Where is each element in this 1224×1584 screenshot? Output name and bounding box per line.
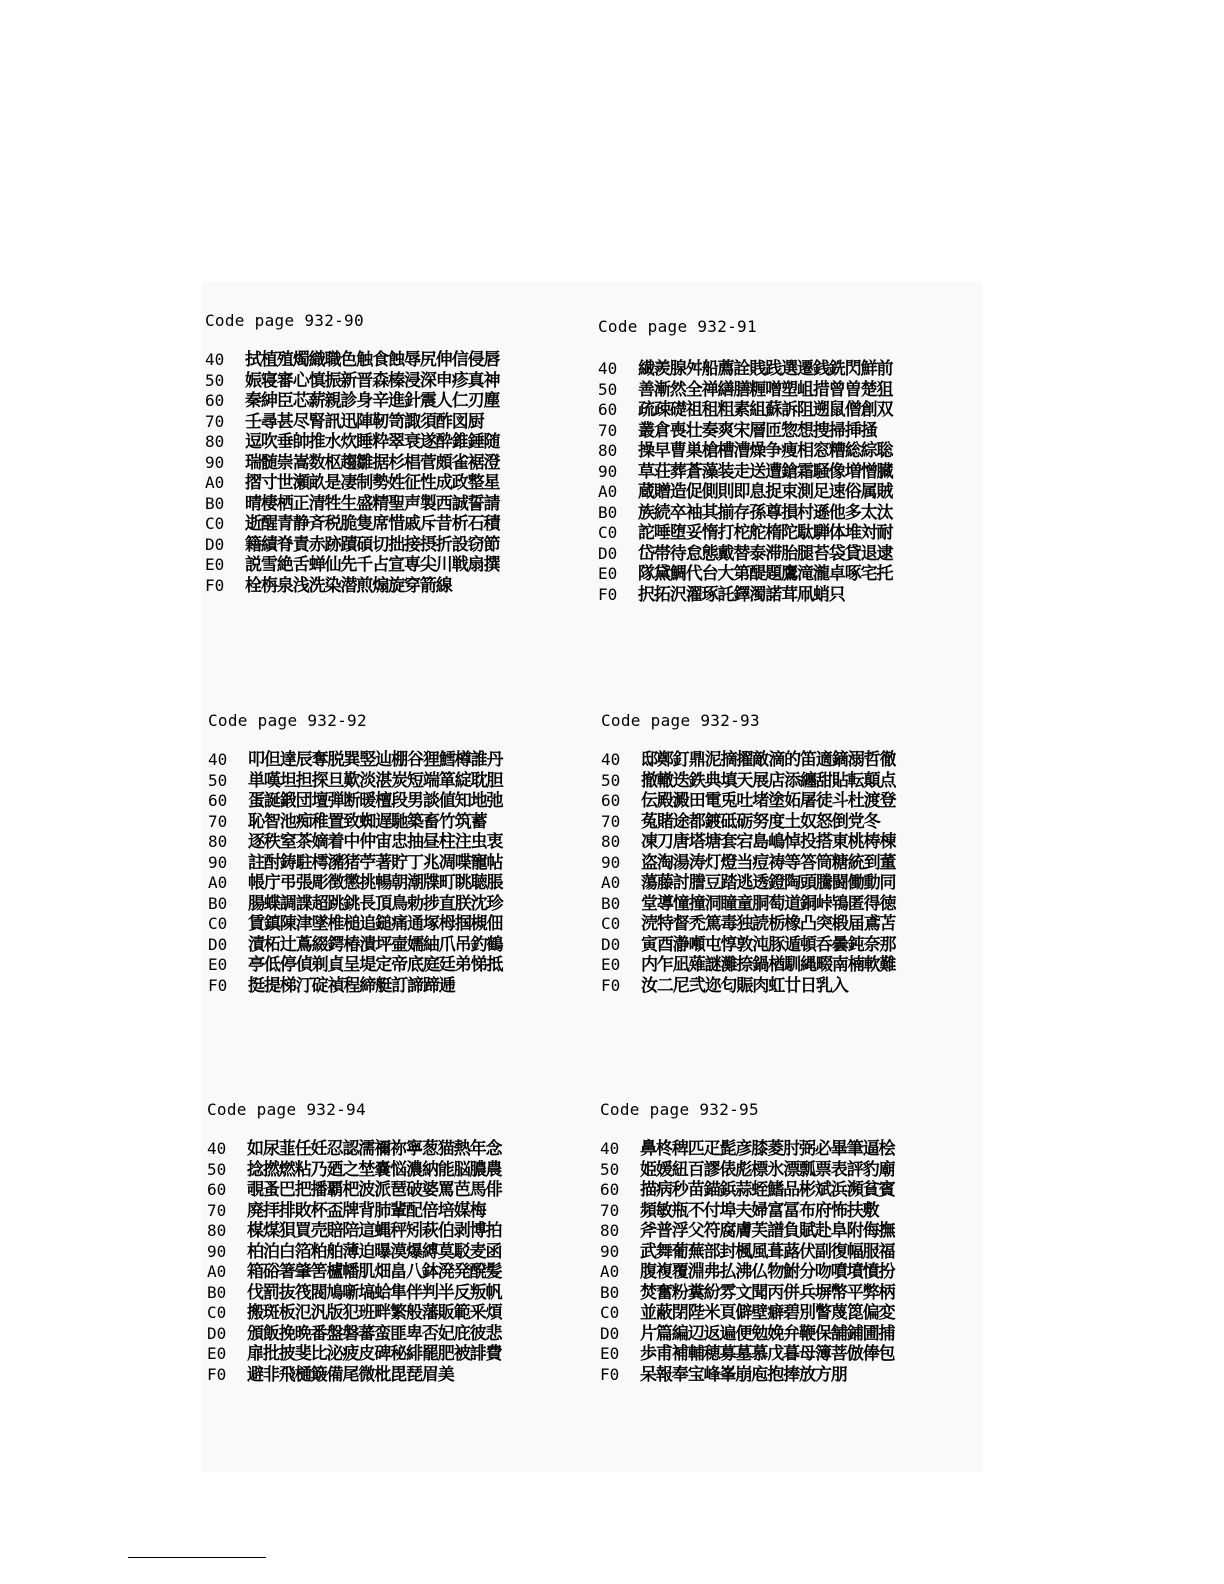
code-row (205, 432, 585, 453)
row-code-label: 70 (600, 1200, 620, 1220)
row-code-label: 70 (598, 420, 618, 440)
row-code-label: D0 (598, 543, 618, 563)
code-row (598, 523, 978, 544)
code-row (205, 391, 585, 412)
row-code-label: 90 (600, 1241, 620, 1261)
row-code-label: C0 (600, 1303, 620, 1322)
row-code-label: A0 (600, 1262, 620, 1281)
code-page-block (598, 317, 978, 605)
row-characters: 籍績脊責赤跡蹟碩切拙接摂折設窃節 (245, 534, 500, 555)
row-characters: 摺寸世瀬畝是凄制勢姓征性成政整星 (245, 473, 500, 493)
code-row (207, 1160, 587, 1181)
code-row (600, 1139, 980, 1160)
row-characters: 盗淘湯涛灯燈当痘祷等答筒糖統到董 (641, 852, 896, 873)
row-characters: 楳煤狽買売賠陪這蝿秤矧萩伯剥博拍 (247, 1221, 502, 1241)
row-code-label: A0 (598, 482, 618, 501)
row-characters: 繊羨腺舛船薦詮賎践選遷銭銑閃鮮前 (638, 359, 893, 379)
code-page-block (600, 1100, 980, 1385)
row-characters: 草荘葬蒼藻装走送遭鎗霜騒像増憎臓 (638, 461, 893, 482)
row-code-label: 60 (601, 791, 621, 810)
row-characters: 亭低停偵剃貞呈堤定帝底庭廷弟悌抵 (248, 955, 503, 975)
row-code-label: 60 (205, 391, 225, 410)
row-code-label: F0 (598, 584, 618, 604)
code-row (598, 421, 978, 442)
code-row (600, 1180, 980, 1201)
code-row (207, 1201, 587, 1222)
row-code-label: 60 (598, 400, 618, 419)
row-characters: 並蔽閉陛米頁僻壁癖碧別瞥蔑箆偏変 (640, 1303, 895, 1323)
code-row (207, 1180, 587, 1201)
row-code-label: E0 (205, 555, 225, 574)
row-code-label: F0 (205, 575, 225, 595)
row-code-label: 40 (600, 1139, 620, 1158)
row-characters: 凍刀唐塔塘套宕島嶋悼投搭東桃梼棟 (641, 832, 896, 852)
row-characters: 呆報奉宝峰峯崩庖抱捧放方朋 (640, 1364, 847, 1385)
row-characters: 頒飯挽晩番盤磐蕃蛮匪卑否妃庇彼悲 (247, 1323, 502, 1344)
row-characters: 拭植殖燭織職色触食蝕辱尻伸信侵唇 (245, 350, 500, 370)
code-row (205, 412, 585, 433)
row-code-label: 70 (601, 811, 621, 831)
code-row (601, 812, 981, 833)
row-code-label: A0 (208, 873, 228, 892)
code-row (600, 1201, 980, 1222)
code-row (598, 503, 978, 524)
row-characters: 晴棲栖正清牲生盛精聖声製西誠誓請 (245, 493, 500, 514)
row-code-label: 40 (598, 359, 618, 378)
code-row (208, 812, 588, 833)
row-code-label: E0 (207, 1344, 227, 1363)
code-row (208, 976, 588, 997)
row-characters: 避非飛樋簸備尾微枇毘琵眉美 (247, 1364, 454, 1385)
code-page-title: Code page 932-93 (601, 711, 760, 730)
code-row (207, 1324, 587, 1345)
code-row (205, 453, 585, 474)
row-code-label: E0 (208, 955, 228, 974)
code-page-block (208, 711, 588, 996)
row-code-label: D0 (600, 1323, 620, 1343)
code-row (208, 955, 588, 976)
row-code-label: C0 (207, 1303, 227, 1322)
row-characters: 廃拝排敗杯盃牌背肺輩配倍培媒梅 (247, 1200, 486, 1221)
row-code-label: 90 (601, 852, 621, 872)
row-characters: 栓栴泉浅洗染潜煎煽旋穿箭線 (245, 575, 452, 596)
row-characters: 択拓沢濯琢託鐸濁諾茸凧蛸只 (638, 584, 845, 605)
row-characters: 焚奮粉糞紛雰文聞丙併兵塀幣平弊柄 (640, 1282, 895, 1303)
row-code-label: 60 (600, 1180, 620, 1199)
row-code-label: 50 (208, 770, 228, 790)
row-code-label: 50 (205, 370, 225, 390)
row-characters: 説雪絶舌蝉仙先千占宣専尖川戦扇撰 (245, 555, 500, 575)
row-code-label: C0 (598, 523, 618, 542)
code-row (205, 494, 585, 515)
row-code-label: 70 (205, 411, 225, 431)
code-row (205, 473, 585, 494)
row-code-label: 80 (207, 1221, 227, 1240)
code-page-title: Code page 932-91 (598, 317, 757, 336)
row-code-label: 50 (598, 379, 618, 399)
code-row (601, 750, 981, 771)
row-code-label: E0 (600, 1344, 620, 1363)
row-characters: 恥智池痴稚置致蜘遅馳築畜竹筑蓄 (248, 811, 487, 832)
row-code-label: 80 (205, 432, 225, 451)
code-row (601, 894, 981, 915)
row-characters: 蕩藤討謄豆踏逃透鐙陶頭騰闘働動同 (641, 873, 896, 893)
row-code-label: 90 (208, 852, 228, 872)
code-row (205, 555, 585, 576)
row-code-label: 50 (600, 1159, 620, 1179)
row-characters: 帳庁弔張彫徴懲挑暢朝潮牒町眺聴脹 (248, 873, 503, 893)
row-characters: 族続卒袖其揃存孫尊損村遜他多太汰 (638, 502, 893, 523)
row-characters: 搬斑板氾汎版犯班畔繁般藩販範釆煩 (247, 1303, 502, 1323)
row-code-label: F0 (208, 975, 228, 995)
code-row (601, 935, 981, 956)
code-row (601, 771, 981, 792)
code-page-title: Code page 932-95 (600, 1100, 759, 1119)
row-code-label: 80 (601, 832, 621, 851)
row-code-label: F0 (207, 1364, 227, 1384)
row-code-label: 90 (207, 1241, 227, 1261)
code-row (205, 535, 585, 556)
row-code-label: 90 (205, 452, 225, 472)
code-page-rows (205, 350, 585, 596)
row-code-label: 60 (208, 791, 228, 810)
row-code-label: A0 (205, 473, 225, 492)
row-code-label: D0 (207, 1323, 227, 1343)
row-code-label: 60 (207, 1180, 227, 1199)
row-characters: 邸鄭釘鼎泥摘擢敵滴的笛適鏑溺哲徹 (641, 750, 896, 770)
code-row (601, 955, 981, 976)
row-characters: 岱帯待怠態戴替泰滞胎腿苔袋貸退逮 (638, 543, 893, 564)
code-row (208, 914, 588, 935)
row-characters: 斧普浮父符腐膚芙譜負賦赴阜附侮撫 (640, 1221, 895, 1241)
row-characters: 片篇編辺返遍便勉娩弁鞭保舗鋪圃捕 (640, 1323, 895, 1344)
code-row (600, 1344, 980, 1365)
row-code-label: F0 (600, 1364, 620, 1384)
code-row (205, 576, 585, 597)
code-row (601, 791, 981, 812)
row-characters: 叢倉喪壮奏爽宋層匝惣想捜掃挿掻 (638, 420, 877, 441)
code-row (207, 1262, 587, 1283)
code-row (598, 441, 978, 462)
code-row (601, 832, 981, 853)
row-code-label: C0 (601, 914, 621, 933)
row-code-label: F0 (601, 975, 621, 995)
code-row (600, 1262, 980, 1283)
row-characters: 瑞髄崇嵩数枢趨雛据杉椙菅頗雀裾澄 (245, 452, 500, 473)
code-row (208, 771, 588, 792)
row-code-label: D0 (601, 934, 621, 954)
code-row (598, 359, 978, 380)
row-code-label: B0 (205, 493, 225, 513)
code-row (207, 1221, 587, 1242)
code-row (598, 585, 978, 606)
row-characters: 寅酉瀞噸屯惇敦沌豚遁頓呑曇鈍奈那 (641, 934, 896, 955)
row-characters: 伝殿澱田電兎吐堵塗妬屠徒斗杜渡登 (641, 791, 896, 811)
code-row (601, 914, 981, 935)
row-characters: 隊黛鯛代台大第醍題鷹滝瀧卓啄宅托 (638, 564, 893, 584)
row-code-label: 80 (598, 441, 618, 460)
row-characters: 操早曹巣槍槽漕燥争痩相窓糟総綜聡 (638, 441, 893, 461)
row-code-label: 80 (208, 832, 228, 851)
row-characters: 汝二尼弐迩匂賑肉虹廿日乳入 (641, 975, 848, 996)
code-row (600, 1242, 980, 1263)
row-characters: 描病秒苗錨鋲蒜蛭鰭品彬斌浜瀕貧賓 (640, 1180, 895, 1200)
row-code-label: A0 (601, 873, 621, 892)
row-characters: 叩但達辰奪脱巽竪辿棚谷狸鱈樽誰丹 (248, 750, 503, 770)
row-code-label: D0 (208, 934, 228, 954)
code-row (208, 750, 588, 771)
code-row (208, 832, 588, 853)
code-row (598, 544, 978, 565)
row-characters: 詑唾堕妥惰打柁舵楕陀駄騨体堆対耐 (638, 523, 893, 543)
row-characters: 頻敏瓶不付埠夫婦富冨布府怖扶敷 (640, 1200, 879, 1221)
row-code-label: C0 (205, 514, 225, 533)
code-row (601, 976, 981, 997)
row-characters: 内乍凪薙謎灘捺鍋楢馴縄畷南楠軟難 (641, 955, 896, 975)
row-characters: 腹複覆淵弗払沸仏物鮒分吻噴墳憤扮 (640, 1262, 895, 1282)
row-characters: 蛋誕鍛団壇弾断暖檀段男談値知地弛 (248, 791, 503, 811)
code-row (207, 1242, 587, 1263)
row-characters: 姫媛紐百謬俵彪標氷漂瓢票表評豹廟 (640, 1159, 895, 1180)
code-row (598, 380, 978, 401)
row-characters: 賃鎮陳津墜椎槌追鎚痛通塚栂掴槻佃 (248, 914, 503, 934)
row-code-label: B0 (600, 1282, 620, 1302)
code-row (208, 853, 588, 874)
row-characters: 逗吹垂帥推水炊睡粋翠衰遂酔錐錘随 (245, 432, 500, 452)
code-row (598, 482, 978, 503)
row-characters: 腸蝶調諜超跳銚長頂鳥勅捗直朕沈珍 (248, 893, 503, 914)
row-characters: 覗蚤巴把播覇杷波派琶破婆罵芭馬俳 (247, 1180, 502, 1200)
code-row (205, 350, 585, 371)
row-code-label: 40 (208, 750, 228, 769)
row-characters: 註酎鋳駐樗瀦猪苧著貯丁兆凋喋寵帖 (248, 852, 503, 873)
code-row (601, 853, 981, 874)
code-page-rows (207, 1139, 587, 1385)
code-row (208, 791, 588, 812)
row-code-label: B0 (207, 1282, 227, 1302)
row-characters: 捻撚燃粘乃廼之埜嚢悩濃納能脳膿農 (247, 1159, 502, 1180)
row-characters: 鼻柊稗匹疋髭彦膝菱肘弼必畢筆逼桧 (640, 1139, 895, 1159)
row-code-label: D0 (205, 534, 225, 554)
row-code-label: B0 (601, 893, 621, 913)
code-row (600, 1365, 980, 1386)
row-characters: 蔵贈造促側則即息捉束測足速俗属賊 (638, 482, 893, 502)
code-page-rows (600, 1139, 980, 1385)
code-row (205, 514, 585, 535)
row-code-label: B0 (208, 893, 228, 913)
row-characters: 柏泊白箔粕舶薄迫曝漠爆縛莫駁麦函 (247, 1241, 502, 1262)
row-characters: 箱硲箸肇筈櫨幡肌畑畠八鉢溌発醗髪 (247, 1262, 502, 1282)
code-row (208, 873, 588, 894)
code-row (600, 1283, 980, 1304)
code-row (598, 400, 978, 421)
row-characters: 逝醒青静斉税脆隻席惜戚斥昔析石積 (245, 514, 500, 534)
row-characters: 歩甫補輔穂募墓慕戊暮母簿菩倣俸包 (640, 1344, 895, 1364)
row-characters: 撤轍迭鉄典填天展店添纏甜貼転顛点 (641, 770, 896, 791)
row-code-label: E0 (598, 564, 618, 583)
code-page-block (207, 1100, 587, 1385)
code-page-block (205, 311, 585, 596)
row-code-label: 70 (208, 811, 228, 831)
code-row (598, 564, 978, 585)
row-characters: 堂導憧撞洞瞳童胴萄道銅峠鴇匿得徳 (641, 893, 896, 914)
row-code-label: 50 (601, 770, 621, 790)
row-code-label: 40 (205, 350, 225, 369)
row-characters: 単嘆坦担探旦歎淡湛炭短端箪綻耽胆 (248, 770, 503, 791)
row-characters: 逐秩窒茶嫡着中仲宙忠抽昼柱注虫衷 (248, 832, 503, 852)
footnote-separator (128, 1557, 266, 1558)
code-row (600, 1221, 980, 1242)
row-characters: 秦紳臣芯薪親診身辛進針震人仁刃塵 (245, 391, 500, 411)
row-characters: 如尿韮任妊忍認濡禰祢寧葱猫熱年念 (247, 1139, 502, 1159)
code-page-title: Code page 932-90 (205, 311, 364, 330)
code-row (208, 894, 588, 915)
row-characters: 漬柘辻蔦綴鍔椿潰坪壷嬬紬爪吊釣鶴 (248, 934, 503, 955)
row-code-label: 40 (207, 1139, 227, 1158)
code-row (205, 371, 585, 392)
code-row (207, 1303, 587, 1324)
row-characters: 娠寝審心慎振新晋森榛浸深申疹真神 (245, 370, 500, 391)
code-page-title: Code page 932-92 (208, 711, 367, 730)
code-row (600, 1324, 980, 1345)
row-code-label: A0 (207, 1262, 227, 1281)
code-row (207, 1139, 587, 1160)
row-code-label: 40 (601, 750, 621, 769)
code-page-title: Code page 932-94 (207, 1100, 366, 1119)
code-row (601, 873, 981, 894)
code-page-rows (598, 359, 978, 605)
code-page-rows (601, 750, 981, 996)
row-characters: 挺提梯汀碇禎程締艇訂諦蹄逓 (248, 975, 455, 996)
row-code-label: B0 (598, 502, 618, 522)
code-row (208, 935, 588, 956)
code-row (598, 462, 978, 483)
row-code-label: 80 (600, 1221, 620, 1240)
row-code-label: E0 (601, 955, 621, 974)
row-characters: 疏疎礎祖租粗素組蘇訴阻遡鼠僧創双 (638, 400, 893, 420)
code-row (600, 1160, 980, 1181)
row-code-label: 70 (207, 1200, 227, 1220)
code-page-rows (208, 750, 588, 996)
row-characters: 善漸然全禅繕膳糎噌塑岨措曾曽楚狙 (638, 379, 893, 400)
code-row (600, 1303, 980, 1324)
row-code-label: 90 (598, 461, 618, 481)
row-code-label: C0 (208, 914, 228, 933)
row-characters: 扉批披斐比泌疲皮碑秘緋罷肥被誹費 (247, 1344, 502, 1364)
row-code-label: 50 (207, 1159, 227, 1179)
row-characters: 涜特督禿篤毒独読栃橡凸突椴届鳶苫 (641, 914, 896, 934)
code-row (207, 1344, 587, 1365)
code-page-block (601, 711, 981, 996)
code-row (207, 1365, 587, 1386)
row-characters: 壬尋甚尽腎訊迅陣靭笥諏須酢図厨 (245, 411, 484, 432)
code-row (207, 1283, 587, 1304)
row-characters: 菟賭途都鍍砥砺努度土奴怒倒党冬 (641, 811, 880, 832)
row-characters: 武舞葡蕪部封楓風葺蕗伏副復幅服福 (640, 1241, 895, 1262)
row-characters: 伐罰抜筏閥鳩噺塙蛤隼伴判半反叛帆 (247, 1282, 502, 1303)
